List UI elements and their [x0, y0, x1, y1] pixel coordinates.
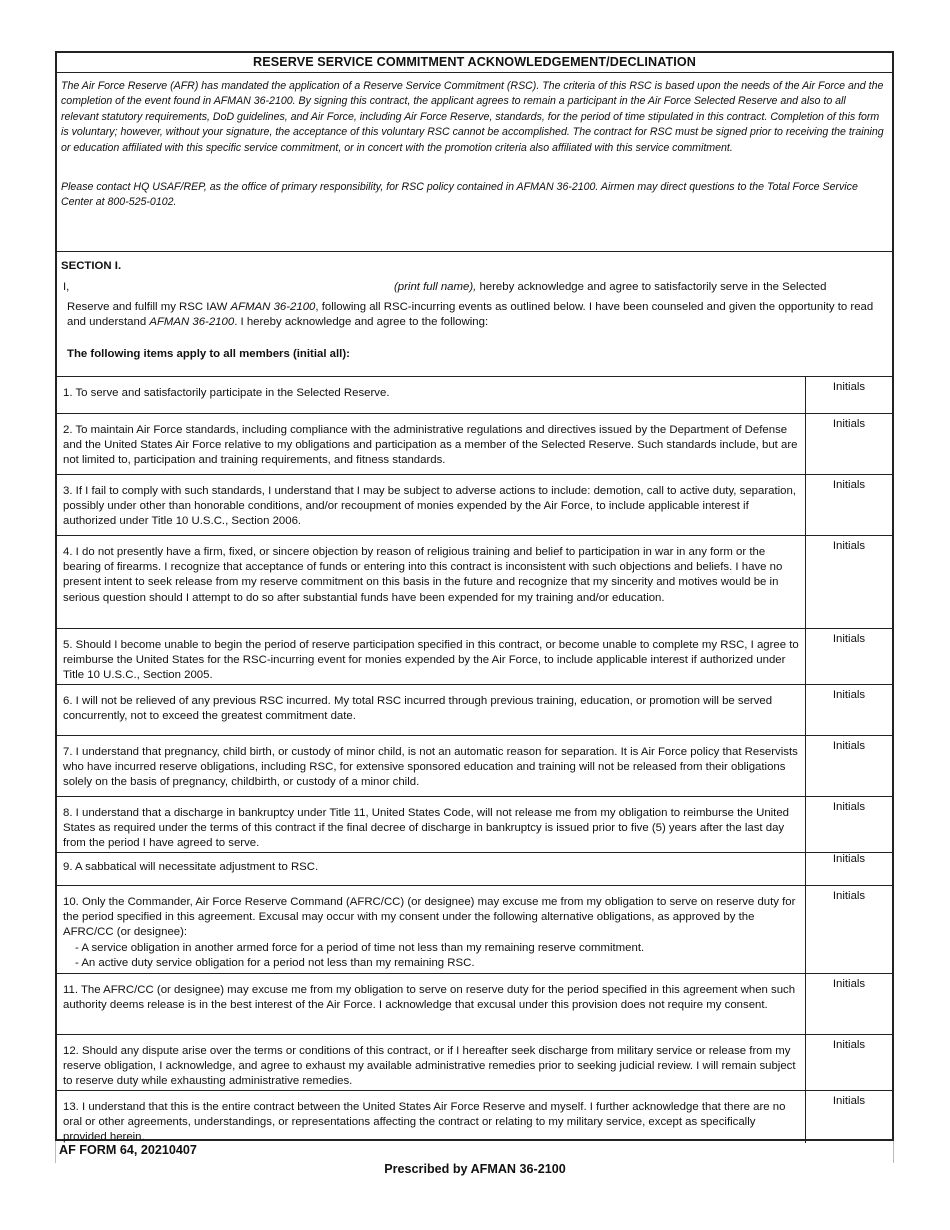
initials-box[interactable]: Initials [832, 633, 866, 645]
afman-reference: AFMAN 36-2100 [230, 301, 316, 313]
item-row [57, 853, 892, 886]
intro-paragraph-2: Please contact HQ USAF/REP, as the office of primary responsibility, for RSC policy contained in AFMAN 36-2100. Airmen may direct questions to the Total Force Service Center at 800-525-0102. [61, 181, 858, 209]
section-body-text: . I hereby acknowledge and agree to the following: [234, 316, 489, 329]
item-text-main: 3. If I fail to comply with such standards, I understand that I may be subject to adverse actions to include: demotion, call to active duty, separation, possibly under other than honorable conditions, and/or recoupment of monies expended by the Air Force, to include applicable interest if authorized under Title 10 U.S.C., Section 2006. [63, 485, 796, 528]
item-text-main: 5. Should I become unable to begin the period of reserve participation specified in this contract, or become unable to complete my RSC, I agree to reimburse the United States for the RSC-incurring event for monies expended by the Air Force, to include applicable interest if authorized under Title 10 U.S.C., Section 2005. [63, 639, 799, 682]
item-row [57, 1091, 892, 1143]
item-row [57, 685, 892, 736]
item-text-main: 7. I understand that pregnancy, child birth, or custody of minor child, is not an automatic reason for separation. It is Air Force policy that Reservists who have incurred reserve obligations, including RSC, for extensive sponsored education and training will not be released from their obligations solely on the basis of pregnancy, childbirth, or custody of a minor child. [63, 746, 798, 789]
initials-box[interactable]: Initials [832, 1039, 866, 1051]
apply-all-heading: The following items apply to all members (initial all): [67, 348, 350, 361]
initials-box[interactable]: Initials [832, 540, 866, 552]
section-body-text: Reserve and fulfill my RSC IAW [67, 301, 231, 313]
item-row [57, 377, 892, 414]
item-text [57, 629, 806, 684]
initials-box[interactable]: Initials [832, 381, 866, 393]
items-list [57, 377, 892, 1143]
intro-block [57, 73, 892, 252]
item-row [57, 475, 892, 536]
item-text [57, 377, 806, 413]
name-line [61, 281, 886, 296]
item-text [57, 685, 806, 735]
section-body-text: , following all RSC-incurring events as outlined below. I have been counseled and given the opportunity to read and understand [67, 301, 874, 329]
form-title: RESERVE SERVICE COMMITMENT ACKNOWLEDGEMENT/DECLINATION [57, 53, 892, 73]
item-text [57, 974, 806, 1034]
item-row [57, 1035, 892, 1091]
section-i [57, 252, 892, 377]
name-line-rest [394, 281, 826, 293]
form-number: AF FORM 64, 20210407 [59, 1143, 197, 1157]
prescribed-by: Prescribed by AFMAN 36-2100 [384, 1162, 566, 1176]
item-sub-obligation: - A service obligation in another armed force for a period of time not less than my remaining reserve commitment. [75, 941, 645, 954]
item-row [57, 886, 892, 974]
item-text [57, 1091, 806, 1143]
initials-box[interactable]: Initials [832, 689, 866, 701]
item-text [57, 475, 806, 535]
item-text-main: 10. Only the Commander, Air Force Reserve Command (AFRC/CC) (or designee) may excuse me from my obligation to serve on reserve duty for the period specified in this agreement. Excusal may occur with my consent under the following alternative obligations, as approved by the AFRC/CC (or designee): [63, 896, 796, 939]
item-text-main: 2. To maintain Air Force standards, including compliance with the administrative regulations and directives issued by the Department of Defense and the United States Air Force relative to my obligations and participation as a member of the Selected Reserve. Such standards include, but are not limited to, participation and training requirements, and fitness standards. [63, 424, 798, 467]
name-prefix: I, [63, 281, 70, 293]
initials-box[interactable]: Initials [832, 479, 866, 491]
initials-box[interactable]: Initials [832, 890, 866, 902]
item-sub-obligation: - An active duty service obligation for a period not less than my remaining RSC. [75, 956, 475, 969]
item-text [57, 1035, 806, 1090]
item-text-main: 6. I will not be relieved of any previous RSC incurred. My total RSC incurred through previous training, education, or promotion will be served concurrently, not to exceed the greatest commitment date. [63, 695, 773, 723]
initials-box[interactable]: Initials [832, 801, 866, 813]
item-row [57, 797, 892, 853]
item-text [57, 736, 806, 796]
acknowledge-text: hereby acknowledge and agree to satisfactorily serve in the Selected [476, 281, 827, 293]
item-text-main: 11. The AFRC/CC (or designee) may excuse me from my obligation to serve on reserve duty for the period specified in this agreement when such authority deems release is in the best interest of the Air Force. I acknowledge that excusal under this provision does not require my consent. [63, 984, 796, 1012]
initials-box[interactable]: Initials [832, 418, 866, 430]
intro-paragraph-1: The Air Force Reserve (AFR) has mandated the application of a Reserve Service Commitment (RSC). The criteria of this RSC is based upon the needs of the Air Force and the completion of the event found in AFMAN 36-2100. By signing this contract, the applicant agrees to remain a participant in the Air Force Selected Reserve and also to all relevant statutory requirements, DoD guidelines, and Air Force, including Air Force Reserve, standards, for the period of time stipulated in this contract. Completion of this form is voluntary; however, without your signature, the acceptance of this voluntary RSC cannot be accomplished. The contract for RSC must be signed prior to receiving the training or education affiliated with this specific service commitment, or in concert with the promotion criteria also affiliated with this service commitment. [61, 80, 884, 154]
item-text [57, 853, 806, 885]
item-text-main: 12. Should any dispute arise over the terms or conditions of this contract, or if I hereafter seek discharge from military service or release from my reserve obligation, I acknowledge, and agree to exhaust my available administrative remedies prior to seeking judicial review. I will remain subject to reserve duty while exhausting administrative remedies. [63, 1045, 796, 1088]
section-label: SECTION I. [61, 260, 122, 272]
initials-box[interactable]: Initials [832, 853, 866, 865]
initials-box[interactable]: Initials [832, 978, 866, 990]
item-text [57, 797, 806, 852]
item-text-main: 9. A sabbatical will necessitate adjustment to RSC. [63, 861, 319, 873]
item-row [57, 414, 892, 475]
form-frame [55, 51, 894, 1144]
item-text-main: 13. I understand that this is the entire contract between the United States Air Force Reserve and myself. I further acknowledge that there are no oral or other agreements, understandings, or representations affecting the contract or relating to my military service, except as specifically provided herein. [63, 1101, 786, 1144]
item-text [57, 886, 806, 973]
initials-box[interactable]: Initials [832, 740, 866, 752]
section-body [61, 300, 886, 330]
item-row [57, 974, 892, 1035]
item-text-main: 4. I do not presently have a firm, fixed, or sincere objection by reason of religious training and belief to participation in war in any form or the bearing of firearms. I recognize that acceptance of funds or entering into this contract is inconsistent with such objections and beliefs. I have no present intent to seek release from my reserve commitment on this basis in the future and recognize that my sincerity and motives would be in serious question should I attempt to do so after substantial funds have been expended for my training and/or education. [63, 546, 783, 604]
item-text-main: 1. To serve and satisfactorily participate in the Selected Reserve. [63, 387, 390, 399]
item-row [57, 536, 892, 629]
item-row [57, 736, 892, 797]
print-name-hint: (print full name), [394, 281, 477, 293]
item-text [57, 536, 806, 628]
initials-box[interactable]: Initials [832, 1095, 866, 1107]
item-text-main: 8. I understand that a discharge in bankruptcy under Title 11, United States Code, will not release me from my obligation to reimburse the United States as required under the terms of this contract if the final decree of discharge in bankruptcy is issued prior to five (5) years after the last day from the period I have agreed to serve. [63, 807, 790, 850]
item-row [57, 629, 892, 685]
item-text [57, 414, 806, 474]
afman-reference: AFMAN 36-2100 [149, 316, 235, 329]
